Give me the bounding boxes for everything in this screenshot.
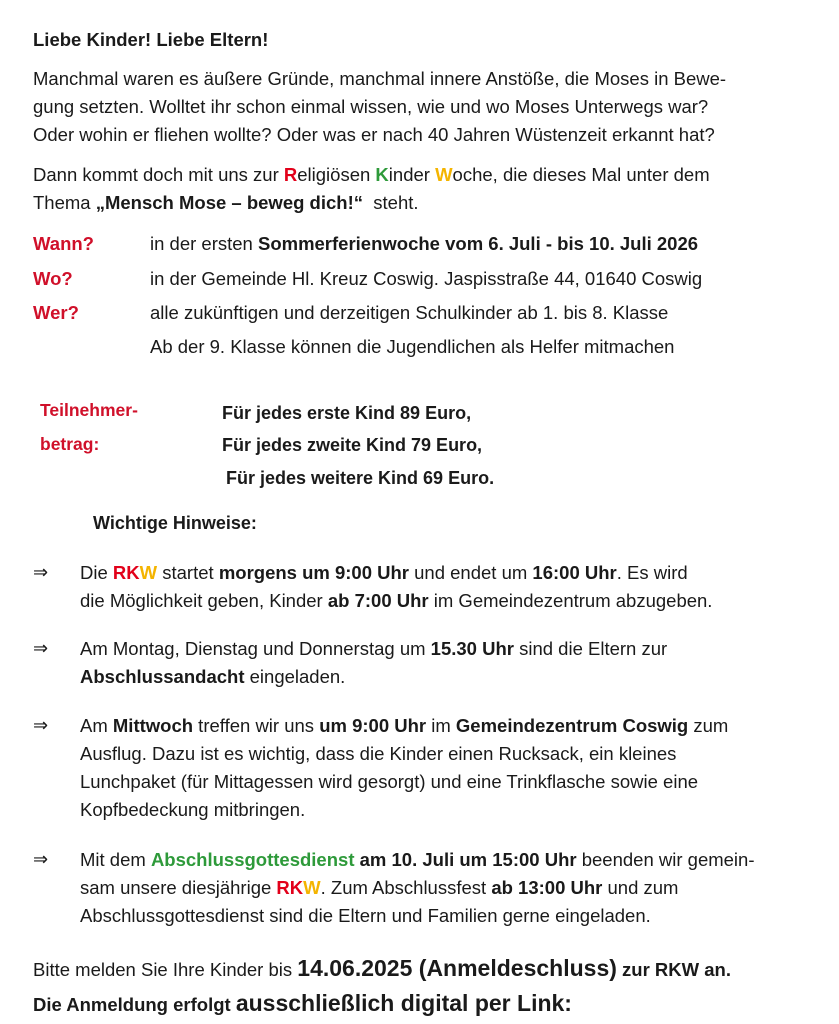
note-text: startet	[157, 562, 219, 583]
rkw-letter-w: W	[435, 164, 453, 185]
note-green-bold: Abschlussgottesdienst	[150, 849, 355, 870]
note-text: Am Montag, Dienstag und Donnerstag um	[80, 638, 431, 659]
note-3-line-4: Kopfbedeckung mitbringen.	[80, 799, 306, 820]
note-text: . Zum Abschlussfest	[320, 877, 492, 898]
note-bold: um 9:00 Uhr	[319, 715, 427, 736]
note-bold: morgens um 9:00 Uhr	[218, 562, 409, 583]
invite-text: Dann kommt doch mit uns zur	[33, 164, 284, 185]
fee-second-child: Für jedes zweite Kind 79 Euro,	[222, 435, 483, 455]
rkw-w: W	[303, 877, 321, 898]
wann-value	[150, 233, 698, 255]
rkw-letter-r: R	[283, 164, 298, 185]
fee-first-child: Für jedes erste Kind 89 Euro,	[222, 403, 472, 423]
note-3-line-3: Lunchpaket (für Mittagessen wird gesorgt) und eine Trinkflasche sowie eine	[80, 771, 699, 792]
arrow-icon: ⇒	[33, 849, 49, 870]
note-1-line-2	[80, 588, 712, 614]
invite-text: Thema	[33, 192, 96, 213]
note-text: Die	[80, 562, 113, 583]
wo-label: Wo?	[33, 268, 73, 289]
intro-line-3: Oder wohin er fliehen wollte? Oder was er nach 40 Jahren Wüstenzeit erkannt hat?	[33, 124, 715, 145]
note-text: . Es wird	[616, 562, 688, 583]
rkw-w: W	[139, 562, 158, 583]
note-text: treffen wir uns	[193, 715, 320, 736]
note-text: im Gemeindezentrum abzugeben.	[428, 590, 713, 611]
rkw-letter-k: K	[375, 164, 389, 185]
arrow-icon: ⇒	[33, 638, 49, 659]
greeting: Liebe Kinder! Liebe Eltern!	[33, 29, 269, 50]
note-bold: ab 7:00 Uhr	[327, 590, 429, 611]
note-bold: Gemeindezentrum Coswig	[455, 715, 689, 736]
fee-label-2: betrag:	[40, 434, 100, 454]
intro-line-1: Manchmal waren es äußere Gründe, manchmal innere Anstöße, die Moses in Bewe-	[33, 68, 727, 89]
note-text: zum	[688, 715, 729, 736]
invite-line-2	[33, 190, 419, 216]
wann-label: Wann?	[33, 233, 94, 254]
note-text: und zum	[602, 877, 679, 898]
wann-text: in der ersten	[150, 233, 258, 254]
fee-label-1: Teilnehmer-	[40, 400, 138, 420]
arrow-icon: ⇒	[33, 715, 49, 736]
note-text: eingeladen.	[244, 666, 346, 687]
note-4-line-2	[80, 875, 678, 901]
note-text: und endet um	[409, 562, 533, 583]
note-text: im	[426, 715, 456, 736]
intro-line-2: gung setzten. Wolltet ihr schon einmal wissen, wie und wo Moses Unterwegs war?	[33, 96, 709, 117]
note-bold: ab 13:00 Uhr	[491, 877, 603, 898]
wo-value: in der Gemeinde Hl. Kreuz Coswig. Jaspisstraße 44, 01640 Coswig	[150, 268, 703, 289]
wann-dates: Sommerferienwoche vom 6. Juli - bis 10. Juli 2026	[257, 233, 699, 254]
registration-digital-note: ausschließlich digital per Link	[235, 990, 565, 1016]
note-bold: am 10. Juli um 15:00 Uhr	[359, 849, 577, 870]
note-2-line-2	[80, 664, 345, 690]
wer-value: alle zukünftigen und derzeitigen Schulkinder ab 1. bis 8. Klasse	[150, 302, 669, 323]
note-text: sind die Eltern zur	[513, 638, 668, 659]
note-text: die Möglichkeit geben, Kinder	[80, 590, 328, 611]
invite-text: oche, die dieses Mal unter dem	[452, 164, 710, 185]
footer-colon: :	[564, 990, 572, 1016]
fee-further-child: Für jedes weitere Kind 69 Euro.	[226, 468, 495, 488]
note-bold: 16:00 Uhr	[532, 562, 617, 583]
note-text: Mit dem	[80, 849, 151, 870]
footer-bold: zur RKW an.	[616, 959, 731, 980]
invite-text: steht.	[363, 192, 419, 213]
note-3-line-1	[80, 713, 728, 739]
notes-heading: Wichtige Hinweise:	[93, 513, 257, 533]
rkw-rk: RK	[112, 562, 140, 583]
theme-title: „Mensch Mose – beweg dich!“	[95, 192, 363, 213]
footer-line-2	[33, 990, 572, 1018]
note-bold: Abschlussandacht	[80, 666, 245, 687]
footer-text: Bitte melden Sie Ihre Kinder bis	[33, 959, 298, 980]
arrow-icon: ⇒	[33, 562, 49, 583]
footer-line-1	[33, 955, 731, 983]
note-bold: 15.30 Uhr	[430, 638, 514, 659]
note-1-line-1	[80, 560, 688, 586]
invite-text: eligiösen	[297, 164, 376, 185]
footer-bold: Die Anmeldung erfolgt	[33, 994, 236, 1015]
note-2-line-1	[80, 636, 667, 662]
note-4-line-1	[80, 847, 755, 873]
note-text: Am	[80, 715, 113, 736]
wer-value-2: Ab der 9. Klasse können die Jugendlichen als Helfer mitmachen	[150, 336, 675, 357]
note-text: beenden wir gemein-	[576, 849, 755, 870]
rkw-rk: RK	[276, 877, 304, 898]
note-bold: Mittwoch	[112, 715, 194, 736]
invite-text: inder	[388, 164, 436, 185]
note-4-line-3: Abschlussgottesdienst sind die Eltern und Familien gerne eingeladen.	[80, 905, 651, 926]
note-text: sam unsere diesjährige	[80, 877, 277, 898]
wer-label: Wer?	[33, 302, 79, 323]
registration-deadline: 14.06.2025 (Anmeldeschluss)	[297, 955, 617, 981]
note-3-line-2: Ausflug. Dazu ist es wichtig, dass die Kinder einen Rucksack, ein kleines	[80, 743, 677, 764]
invite-line-1	[33, 162, 710, 188]
